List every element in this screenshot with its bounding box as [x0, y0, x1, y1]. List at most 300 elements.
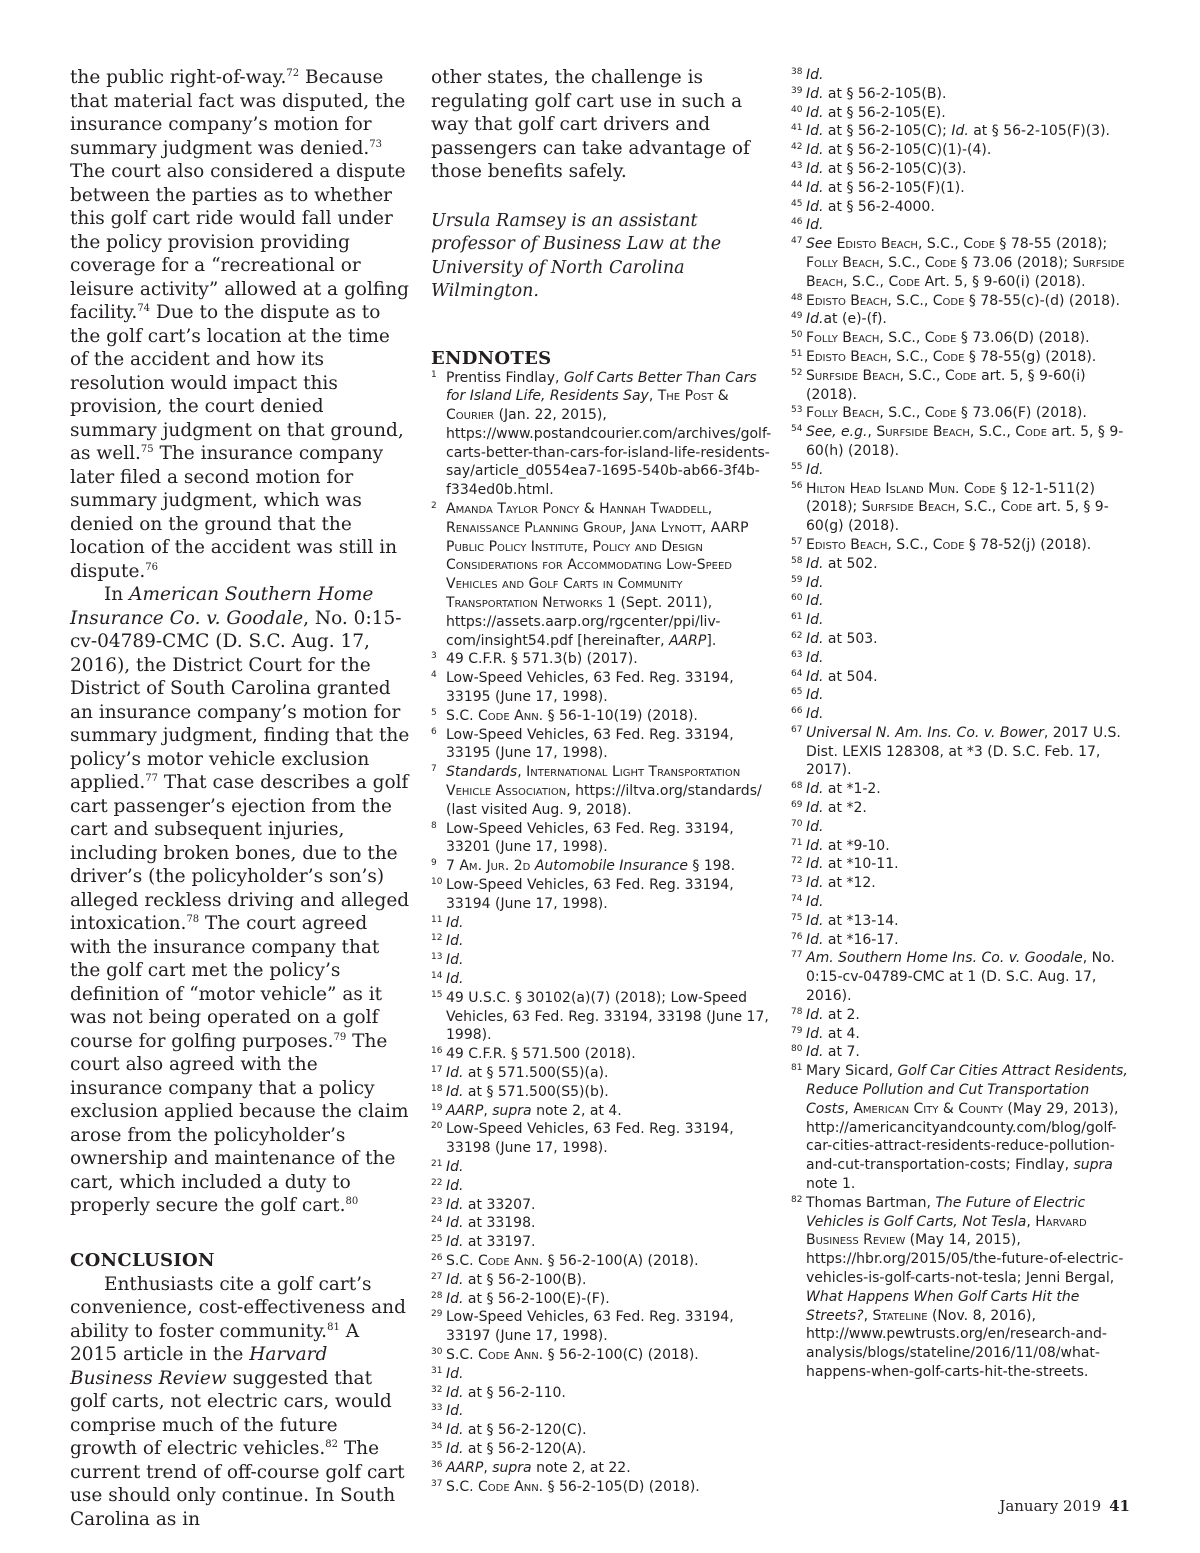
italic-text: AARP	[446, 1102, 484, 1119]
small-caps-text: International Light Transportation Vehicle Association	[446, 764, 741, 800]
italic-text: Id.	[806, 668, 824, 685]
endnote-item	[791, 686, 1131, 705]
small-caps-text: American City & County	[853, 1100, 1003, 1117]
endnote-item	[791, 649, 1131, 668]
text-run: § 56-2-105(D) (2018).	[543, 1478, 700, 1495]
endnote-item	[431, 1177, 771, 1196]
article-body	[70, 66, 410, 1218]
endnote-number: 18	[431, 1083, 443, 1094]
endnote-item	[431, 763, 771, 819]
endnote-number: 40	[791, 104, 803, 115]
text-run: 49 C.F.R. § 571.500 (2018).	[446, 1046, 636, 1063]
endnote-number: 42	[791, 142, 803, 153]
italic-text: Id.	[446, 952, 464, 969]
endnote-number: 28	[431, 1290, 443, 1301]
text-run: art. 5, § 9-60(i) (2018).	[806, 367, 1086, 403]
endnote-item	[431, 1271, 771, 1290]
italic-text: Id.	[806, 104, 824, 121]
endnote-number: 20	[431, 1121, 443, 1132]
small-caps-text: Code Ann.	[478, 1346, 544, 1363]
text-run: 49 C.F.R. § 571.3(b) (2017).	[446, 651, 638, 668]
small-caps-text: Amanda Taylor Poncy & Hannah Twaddell, Renaissance Planning Group, Jana Lynott, AARP Public Policy Institute, Policy and Design Considerations for Accommodating Low-Speed Vehicles and Golf Carts in Community Transportation Networks	[446, 501, 749, 612]
endnote-number: 44	[791, 179, 803, 190]
article-body-continued	[431, 66, 771, 184]
italic-text: Golf Carts Better Than Cars for Island Life, Residents Say	[446, 369, 757, 405]
footnote-ref: 76	[145, 561, 159, 573]
italic-text: Id.	[806, 1025, 824, 1042]
endnote-number: 71	[791, 837, 803, 848]
endnote-item	[791, 931, 1131, 950]
footnote-ref: 77	[145, 772, 158, 784]
endnote-number: 68	[791, 781, 803, 792]
footnote-ref: 74	[137, 302, 151, 314]
text-run: at § 56-2-4000.	[823, 198, 935, 215]
italic-text: Id.	[446, 1403, 464, 1420]
endnote-number: 5	[431, 707, 437, 718]
text-run: at 7.	[823, 1044, 860, 1061]
italic-text: Id.	[446, 1064, 464, 1081]
italic-text: Id.	[806, 837, 824, 854]
text-run: 49 U.S.C. § 30102(a)(7) (2018); Low-Speed Vehicles, 63 Fed. Reg. 33194, 33198 (June 17, 1998).	[446, 989, 769, 1044]
small-caps-text: Edisto Beach, S.C., Code	[806, 292, 965, 309]
endnote-item	[431, 1308, 771, 1346]
italic-text: Id.	[806, 649, 824, 666]
endnote-number: 9	[431, 858, 437, 869]
text-run: A 2015 article in the	[70, 1320, 360, 1365]
endnote-number: 35	[431, 1440, 443, 1451]
conclusion-heading: CONCLUSION	[70, 1249, 215, 1271]
endnote-item	[791, 874, 1131, 893]
endnote-number: 2	[431, 501, 437, 512]
footnote-ref: 75	[140, 443, 154, 455]
endnote-number: 19	[431, 1102, 443, 1113]
text-run: at § 56-2-105(F)(3).	[968, 123, 1111, 140]
endnote-item	[791, 592, 1131, 611]
text-run: § 73.06 (2018);	[956, 254, 1073, 271]
italic-text: Id.	[806, 142, 824, 159]
endnote-number: 79	[791, 1025, 803, 1036]
italic-text: Id.	[446, 1384, 464, 1401]
endnote-number: 51	[791, 348, 803, 359]
endnote-item	[431, 876, 771, 914]
text-run: § 198.	[687, 858, 736, 875]
italic-text: Id.	[806, 1044, 824, 1061]
endnote-item	[431, 1384, 771, 1403]
small-caps-text: Folly Beach, S.C., Code	[806, 405, 957, 422]
text-run: 7	[446, 858, 460, 875]
endnote-number: 65	[791, 687, 803, 698]
endnote-item	[431, 1158, 771, 1177]
endnote-number: 34	[431, 1422, 443, 1433]
endnote-number: 17	[431, 1064, 443, 1075]
italic-text: Id.	[806, 894, 824, 911]
italic-text: Id.	[806, 85, 824, 102]
text-run: other states, the challenge is regulating golf cart use in such a way that golf cart drivers and passengers can take advantage of those benefits safely.	[431, 67, 750, 182]
text-run: In	[104, 584, 130, 605]
italic-text: Id.	[806, 160, 824, 177]
endnote-item	[431, 1290, 771, 1309]
endnote-item	[791, 404, 1131, 423]
text-run: at § 56-2-105(C)(3).	[823, 160, 967, 177]
text-run: Enthusiasts cite a golf cart’s convenience, cost-effectiveness and ability to foster community.	[70, 1273, 406, 1342]
endnote-number: 32	[431, 1384, 443, 1395]
text-run: at 33197.	[463, 1234, 536, 1251]
text-run: ,	[648, 388, 658, 405]
italic-text: Id.	[806, 612, 824, 629]
endnote-item	[791, 668, 1131, 687]
paragraph	[70, 583, 410, 1218]
italic-text: Id.	[446, 933, 464, 950]
endnote-number: 64	[791, 668, 803, 679]
endnote-number: 77	[791, 950, 803, 961]
endnote-item	[791, 780, 1131, 799]
endnote-number: 56	[791, 480, 803, 491]
italic-text: Id.	[446, 1422, 464, 1439]
text-run: Low-Speed Vehicles, 63 Fed. Reg. 33194, 33195 (June 17, 1998).	[446, 726, 734, 762]
text-run: at § 571.500(S5)(b).	[463, 1083, 609, 1100]
italic-text: supra	[492, 1102, 532, 1119]
endnote-item	[791, 179, 1131, 198]
endnote-number: 76	[791, 931, 803, 942]
text-run: at 504.	[823, 668, 878, 685]
small-caps-text: Edisto Beach, S.C., Code	[806, 536, 965, 553]
endnote-number: 72	[791, 856, 803, 867]
issue-date: January 2019	[999, 1497, 1102, 1515]
italic-text: Id.	[806, 1006, 824, 1023]
text-run: 1 (Sept. 2011), https://assets.aarp.org/rgcenter/ppi/liv-com/insight54.pdf [hereinafter,	[446, 595, 721, 649]
endnote-number: 45	[791, 198, 803, 209]
italic-text: Id.	[951, 123, 969, 140]
endnote-item	[791, 1062, 1131, 1194]
text-run: § 12-1-511(2) (2018);	[806, 480, 1095, 516]
endnote-item	[791, 705, 1131, 724]
italic-text: Id.	[806, 198, 824, 215]
endnote-number: 25	[431, 1234, 443, 1245]
text-run: Due to the dispute as to the golf cart’s location at the time of the accident and how its resolution would impact this provision, the court denied summary judgment on that ground, as well.	[70, 302, 404, 464]
text-run: § 73.06(D) (2018).	[956, 330, 1090, 347]
italic-text: The Future of Electric Vehicles is Golf Carts, Not Tesla	[806, 1194, 1086, 1230]
italic-text: Id.	[806, 875, 824, 892]
text-run: , https://iltva.org/standards/ (last visited Aug. 9, 2018).	[446, 783, 762, 818]
endnote-item	[791, 480, 1131, 536]
text-run: § 78-55 (2018);	[994, 236, 1108, 253]
endnote-number: 39	[791, 85, 803, 96]
endnote-number: 53	[791, 405, 803, 416]
endnote-item	[431, 1365, 771, 1384]
endnote-number: 10	[431, 877, 443, 888]
text-run: at 502.	[823, 555, 878, 572]
text-run: art. 5, § 9-60(g) (2018).	[806, 499, 1109, 535]
italic-text: Id.	[446, 1365, 464, 1382]
endnote-number: 4	[431, 670, 437, 681]
endnote-item	[431, 707, 771, 726]
text-run: at § 56-2-105(C)(1)-(4).	[823, 142, 992, 159]
italic-text: Id.	[446, 1234, 464, 1251]
small-caps-text: Surfside Beach, S.C., Code	[806, 367, 977, 384]
endnote-number: 36	[431, 1459, 443, 1470]
italic-text: Id.	[806, 800, 824, 817]
endnote-number: 37	[431, 1478, 443, 1489]
text-run: note 2, at 22.	[531, 1459, 631, 1476]
endnote-number: 55	[791, 461, 803, 472]
endnote-item	[431, 1064, 771, 1083]
small-caps-text: Code Ann.	[478, 1252, 544, 1269]
text-run: at 33207.	[463, 1196, 536, 1213]
italic-text: Automobile Insurance	[534, 858, 688, 875]
endnote-item	[791, 104, 1131, 123]
text-run: Low-Speed Vehicles, 63 Fed. Reg. 33194, 33195 (June 17, 1998).	[446, 670, 734, 706]
author-bio: Ursula Ramsey is an assistant professor of Business Law at the University of North Carolina Wilmington.	[431, 210, 722, 301]
italic-text: Id.	[806, 123, 824, 140]
text-run: at § 56-2-105(F)(1).	[823, 179, 965, 196]
endnote-number: 81	[791, 1063, 803, 1074]
endnote-number: 38	[791, 67, 803, 77]
endnote-item	[791, 348, 1131, 367]
text-run: at § 56-2-100(E)-(F).	[463, 1290, 610, 1307]
column-right	[791, 66, 1131, 1382]
italic-text: Id.	[806, 687, 824, 704]
endnote-item	[791, 1006, 1131, 1025]
italic-text: supra	[492, 1459, 532, 1476]
italic-text: Id.	[806, 781, 824, 798]
italic-text: AARP	[669, 632, 707, 649]
text-run: The current trend of off-course golf cart use should only continue. In South Carolina as in	[70, 1438, 405, 1530]
text-run: at § 56-2-105(E).	[823, 104, 946, 121]
endnote-item	[431, 500, 771, 650]
endnote-item	[431, 1214, 771, 1233]
small-caps-text: Stateline	[872, 1307, 928, 1324]
endnote-item	[431, 1045, 771, 1064]
endnote-number: 29	[431, 1309, 443, 1320]
endnote-item	[791, 198, 1131, 217]
endnote-item	[431, 1402, 771, 1421]
text-run: Thomas Bartman,	[806, 1194, 936, 1211]
endnote-item	[431, 1252, 771, 1271]
text-run: (Jan. 22, 2015), https://www.postandcourier.com/archives/golf-carts-better-than-cars-for-island-life-residents-say/article_d0554ea7-1695-540b-ab66-3f4b-f334ed0b.html.	[446, 407, 772, 499]
text-run: at *1-2.	[823, 781, 881, 798]
endnote-number: 11	[431, 914, 443, 925]
italic-text: Id.	[446, 1440, 464, 1457]
italic-text: Id.	[806, 706, 824, 723]
endnote-number: 27	[431, 1271, 443, 1282]
text-run: § 56-1-10(19) (2018).	[543, 707, 698, 724]
text-run: ,	[867, 424, 877, 441]
column-left	[70, 66, 410, 1531]
endnote-item	[791, 1043, 1131, 1062]
endnote-item	[791, 329, 1131, 348]
text-run: Low-Speed Vehicles, 63 Fed. Reg. 33194, 33201 (June 17, 1998).	[446, 820, 734, 856]
endnote-item	[431, 857, 771, 876]
italic-text: Id.	[446, 1083, 464, 1100]
text-run: at *10-11.	[823, 856, 899, 873]
small-caps-text: Edisto Beach, S.C., Code	[806, 348, 965, 365]
endnote-number: 58	[791, 555, 803, 566]
endnote-item	[791, 235, 1131, 291]
small-caps-text: Surfside Beach, S.C., Code	[806, 254, 1125, 290]
text-run: at 2.	[823, 1006, 860, 1023]
italic-text: Id.	[806, 818, 824, 835]
endnote-item	[791, 160, 1131, 179]
small-caps-text: Folly Beach, S.C., Code	[806, 254, 957, 271]
endnote-number: 15	[431, 989, 443, 1000]
endnote-number: 69	[791, 800, 803, 811]
text-run: That case describes a golf cart passenger’s ejection from the cart and subsequent injuries, including broken bones, due to the driver’s (the policyholder’s son’s) alleged reckless driving and alleged intoxication.	[70, 772, 410, 934]
endnotes-heading: ENDNOTES	[431, 347, 552, 369]
text-run: § 78-55(g) (2018).	[964, 348, 1097, 365]
small-caps-text: Code Ann.	[478, 707, 544, 724]
small-caps-text: The Post & Courier	[446, 388, 729, 424]
text-run: , No. 0:15-cv-04789-CMC at 1 (D. S.C. Aug. 17, 2016).	[806, 950, 1115, 1005]
endnote-number: 47	[791, 236, 803, 247]
text-run: § 56-2-100(C) (2018).	[543, 1346, 699, 1363]
endnote-number: 31	[431, 1365, 443, 1376]
italic-text: Id.	[806, 555, 824, 572]
text-run: at § 56-2-105(C);	[823, 123, 952, 140]
endnote-number: 82	[791, 1194, 803, 1205]
text-run: (May 14, 2015), https://hbr.org/2015/05/the-future-of-electric-vehicles-is-golf-carts-not-tesla; Jenni Bergal,	[806, 1232, 1124, 1286]
endnote-item	[431, 1440, 771, 1459]
endnote-item	[431, 1421, 771, 1440]
italic-text: Standards	[446, 764, 518, 781]
small-caps-text: Harvard Business Review	[806, 1213, 1087, 1249]
endnote-item	[431, 1233, 771, 1252]
endnote-number: 74	[791, 894, 803, 905]
text-run: at *16-17.	[823, 931, 899, 948]
endnote-item	[791, 85, 1131, 104]
endnote-item	[791, 66, 1131, 85]
endnote-item	[791, 630, 1131, 649]
text-run: , 2017 U.S. Dist. LEXIS 128308, at *3 (D. S.C. Feb. 17, 2017).	[806, 724, 1121, 779]
italic-text: AARP	[446, 1459, 484, 1476]
text-run: Low-Speed Vehicles, 63 Fed. Reg. 33194, 33197 (June 17, 1998).	[446, 1309, 734, 1345]
endnote-item	[431, 951, 771, 970]
endnote-number: 7	[431, 764, 437, 775]
italic-text: Id.	[446, 1177, 464, 1194]
italic-text: Id.	[446, 914, 464, 931]
endnote-number: 70	[791, 818, 803, 829]
italic-text: Id.	[446, 971, 464, 987]
endnote-item	[791, 818, 1131, 837]
italic-text: Universal N. Am. Ins. Co. v. Bower	[806, 724, 1044, 741]
small-caps-text: Surfside Beach, S.C., Code	[876, 424, 1047, 441]
small-caps-text: Edisto Beach, S.C., Code	[836, 236, 995, 253]
endnote-number: 41	[791, 123, 803, 134]
text-run: (Nov. 8, 2016), http://www.pewtrusts.org/en/research-and-analysis/blogs/stateline/2016/11/08/what-happens-when-golf-carts-hit-the-streets.	[806, 1307, 1107, 1380]
text-run: Because that material fact was disputed, the insurance company’s motion for summary judgment was denied.	[70, 67, 406, 159]
endnote-number: 8	[431, 820, 437, 831]
endnote-number: 30	[431, 1346, 443, 1357]
italic-text: Id.	[806, 217, 824, 234]
small-caps-text: Surfside Beach, S.C., Code	[861, 499, 1033, 516]
footnote-ref: 72	[286, 67, 300, 79]
italic-text: Harvard Business Review	[70, 1344, 328, 1389]
endnote-item	[791, 949, 1131, 1005]
text-run: at *2.	[823, 800, 867, 817]
endnote-item	[431, 1459, 771, 1478]
endnote-number: 43	[791, 160, 803, 171]
endnote-number: 50	[791, 330, 803, 341]
endnote-number: 24	[431, 1215, 443, 1226]
endnote-number: 12	[431, 933, 443, 944]
italic-text: supra	[1073, 1157, 1113, 1174]
text-run: , No. 0:15-cv-04789-CMC (D. S.C. Aug. 17, 2016), the District Court for the District of South Carolina granted an insurance company’s motion for summary judgment, finding that the policy’s motor vehicle exclusion applied.	[70, 607, 410, 793]
text-run: Low-Speed Vehicles, 63 Fed. Reg. 33194, 33198 (June 17, 1998).	[446, 1121, 734, 1157]
italic-text: Id.	[446, 1196, 464, 1213]
endnote-item	[791, 536, 1131, 555]
italic-text: American Southern Home Insurance Co. v. Goodale	[70, 584, 374, 629]
endnote-item	[431, 1102, 771, 1121]
italic-text: Id.	[806, 593, 824, 610]
italic-text: Id.	[806, 461, 824, 478]
endnote-item	[431, 914, 771, 933]
endnote-number: 23	[431, 1196, 443, 1207]
text-run: at § 56-2-110.	[463, 1384, 566, 1401]
paragraph	[70, 1273, 410, 1532]
italic-text: Id.	[446, 1290, 464, 1307]
endnote-number: 78	[791, 1006, 803, 1017]
endnote-item	[791, 893, 1131, 912]
text-run: § 73.06(F) (2018).	[956, 405, 1087, 422]
endnote-item	[431, 669, 771, 707]
page-footer	[999, 1497, 1130, 1515]
endnote-item	[431, 726, 771, 764]
italic-text: Id.	[806, 630, 824, 647]
endnote-number: 54	[791, 424, 803, 435]
text-run: at § 56-2-120(C).	[463, 1422, 587, 1439]
endnote-number: 46	[791, 217, 803, 228]
text-run: the public right-of-way.	[70, 67, 287, 88]
text-run: art. 5, § 9-60(h) (2018).	[806, 424, 1124, 459]
italic-text: Id.	[806, 311, 824, 328]
text-run: at § 56-2-105(B).	[823, 85, 947, 102]
endnotes-list	[431, 369, 771, 1497]
endnote-number: 60	[791, 593, 803, 604]
text-run: note 2, at 4.	[531, 1102, 622, 1119]
endnote-number: 26	[431, 1252, 443, 1263]
endnote-item	[791, 837, 1131, 856]
text-run: at § 56-2-120(A).	[463, 1440, 587, 1457]
small-caps-text: Folly Beach, S.C., Code	[806, 330, 957, 347]
endnote-number: 62	[791, 630, 803, 641]
endnote-item	[431, 1083, 771, 1102]
text-run: § 56-2-100(A) (2018).	[543, 1252, 699, 1269]
endnote-item	[431, 650, 771, 669]
text-run: at 503.	[823, 630, 878, 647]
endnote-number: 57	[791, 536, 803, 547]
endnote-number: 80	[791, 1044, 803, 1055]
text-run: ,	[863, 1307, 873, 1324]
endnote-item	[791, 855, 1131, 874]
endnote-item	[791, 555, 1131, 574]
text-run: Mary Sicard,	[806, 1063, 898, 1080]
footnote-ref: 80	[345, 1195, 359, 1207]
endnote-number: 75	[791, 912, 803, 923]
endnote-item	[431, 1120, 771, 1158]
italic-text: What Happens When Golf Carts Hit the Streets?	[806, 1288, 1080, 1324]
endnote-item	[431, 1346, 771, 1365]
italic-text: See	[806, 236, 833, 253]
text-run: ,	[483, 1459, 493, 1476]
italic-text: Id.	[446, 1215, 464, 1232]
italic-text: Id.	[446, 1271, 464, 1288]
text-run: The insurance company later filed a second motion for summary judgment, which was denied on the ground that the location of the accident was still in dispute.	[70, 443, 398, 582]
endnote-number: 1	[431, 369, 437, 380]
italic-text: Am. Southern Home Ins. Co. v. Goodale	[806, 950, 1083, 967]
text-run: at (e)-(f).	[823, 311, 887, 328]
endnote-number: 59	[791, 574, 803, 585]
text-run: S.C.	[446, 707, 479, 724]
endnote-number: 61	[791, 612, 803, 623]
